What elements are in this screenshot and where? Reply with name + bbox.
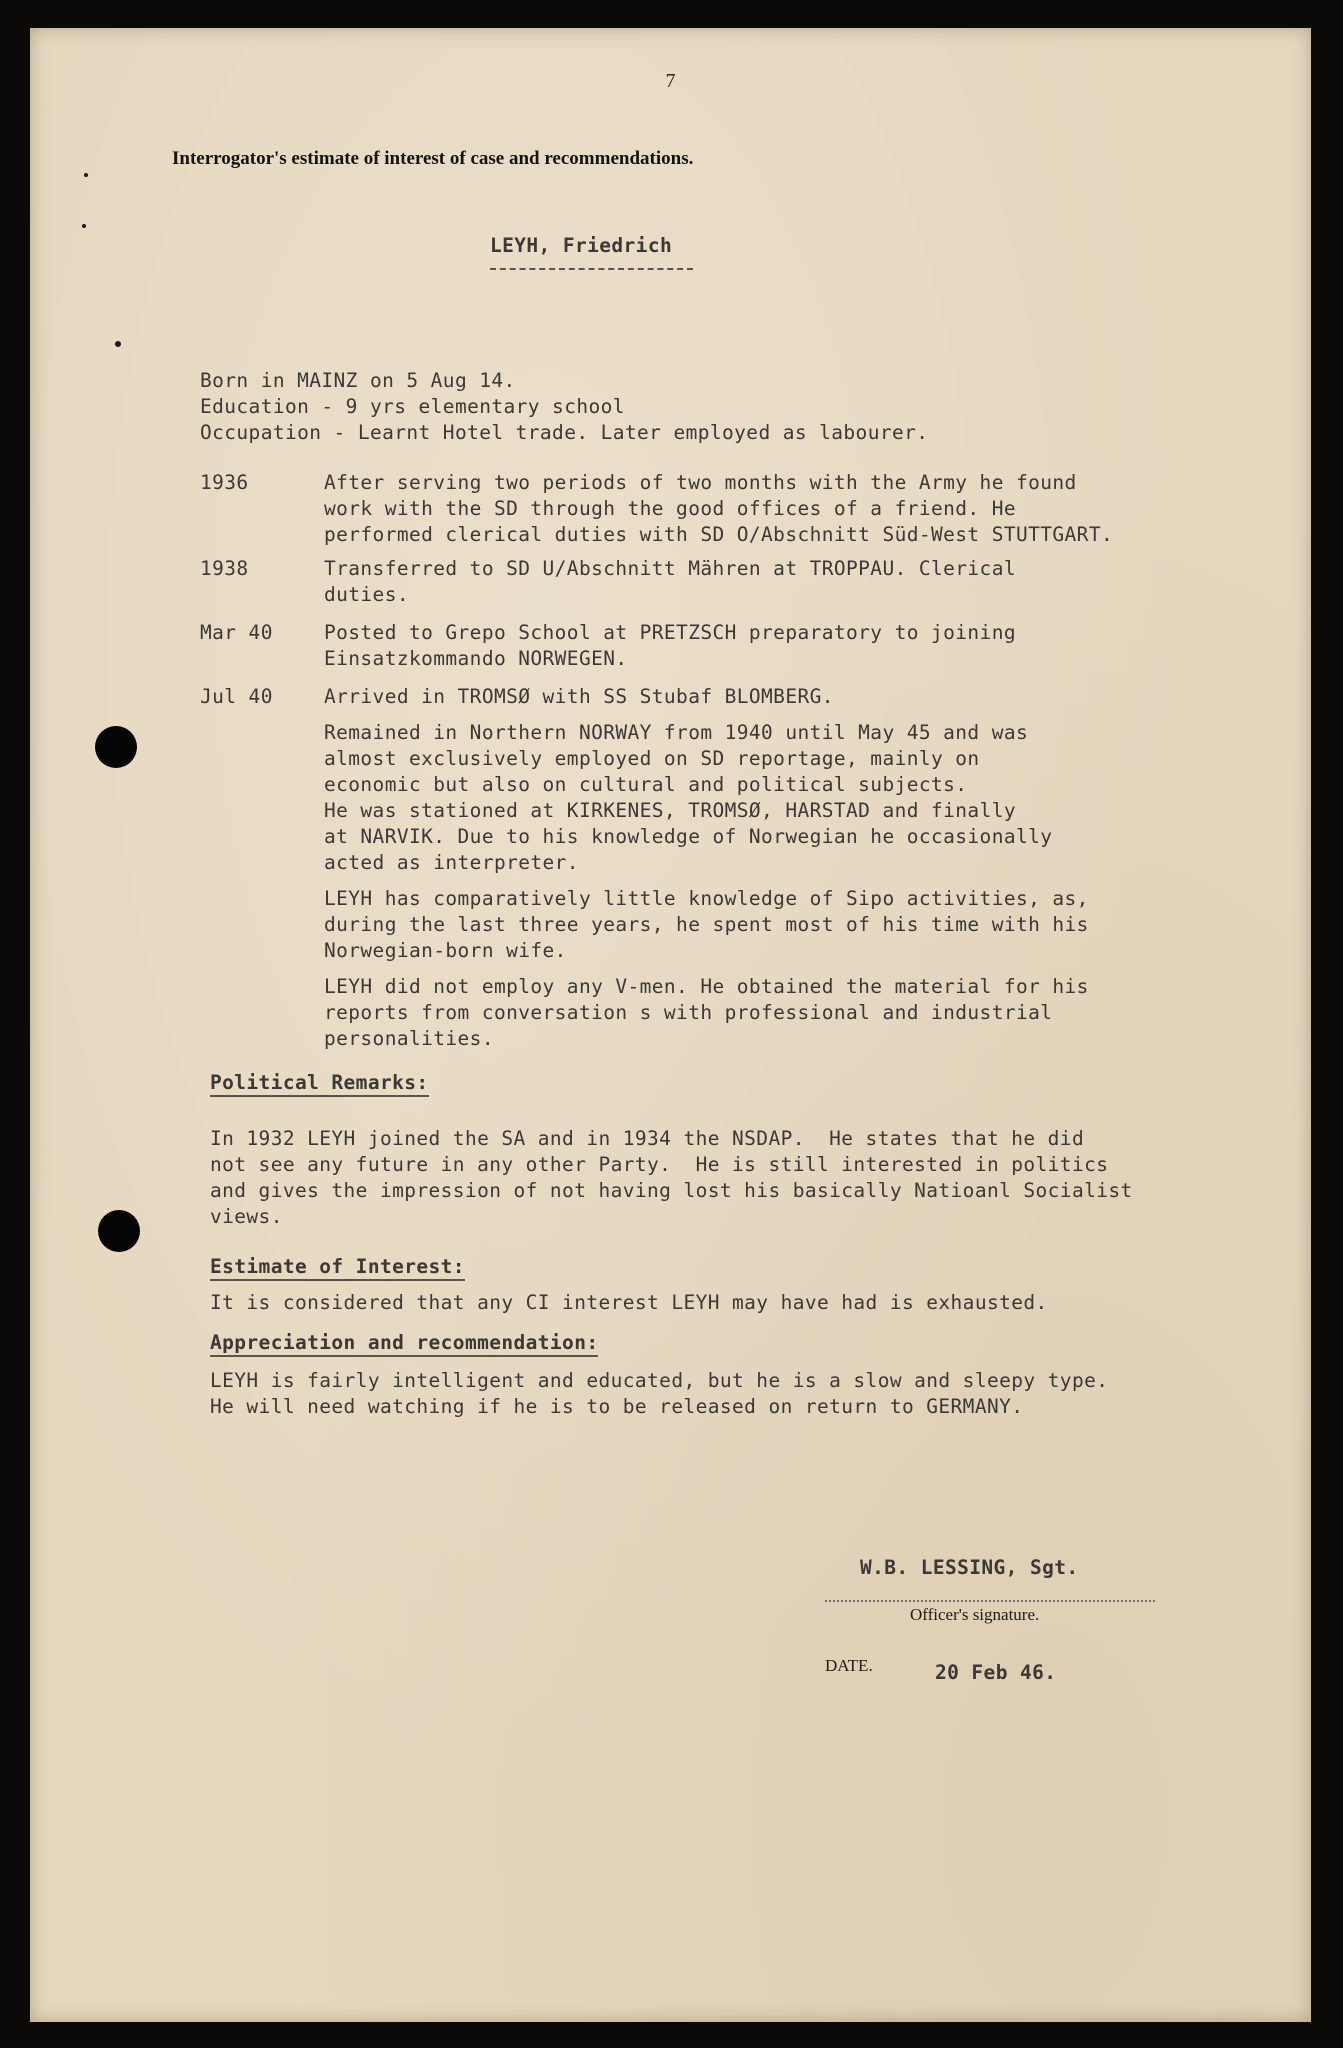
paragraph-line: reports from conversation s with professional and industrial [324, 1001, 1053, 1024]
punch-hole [98, 1210, 140, 1252]
estimate-line: It is considered that any CI interest LEYH may have had is exhausted. [210, 1291, 1048, 1314]
political-line: In 1932 LEYH joined the SA and in 1934 the NSDAP. He states that he did [210, 1127, 1085, 1150]
paragraph-line: He was stationed at KIRKENES, TROMSØ, HARSTAD and finally [324, 799, 1016, 822]
signature-caption: Officer's signature. [910, 1605, 1040, 1624]
entry-line: Transferred to SD U/Abschnitt Mähren at TROPPAU. Clerical [324, 557, 1016, 580]
paragraph-line: almost exclusively employed on SD reportage, mainly on [324, 747, 980, 770]
page-number: 7 [665, 70, 676, 92]
political-line: not see any future in any other Party. He is still interested in politics [210, 1153, 1109, 1176]
political-line: views. [210, 1205, 283, 1228]
signature-line [825, 1600, 1155, 1602]
entry-line: duties. [324, 583, 409, 606]
paragraph-line: during the last three years, he spent most of his time with his [324, 913, 1089, 936]
political-line: and gives the impression of not having lost his basically Natioanl Socialist [210, 1179, 1133, 1202]
paragraph-line: acted as interpreter. [324, 851, 579, 874]
subject-name: LEYH, Friedrich [490, 234, 673, 257]
date-label: DATE. [825, 1656, 873, 1675]
appreciation-line: LEYH is fairly intelligent and educated, but he is a slow and sleepy type. [210, 1369, 1109, 1392]
punch-hole [95, 726, 137, 768]
document-page [30, 28, 1311, 2022]
entry-date-1936: 1936 [200, 471, 249, 494]
paper-speck [82, 224, 86, 228]
entry-line: Posted to Grepo School at PRETZSCH preparatory to joining [324, 621, 1016, 644]
entry-line: performed clerical duties with SD O/Abschnitt Süd-West STUTTGART. [324, 523, 1114, 546]
officer-name: W.B. LESSING, Sgt. [860, 1556, 1079, 1579]
entry-line: Arrived in TROMSØ with SS Stubaf BLOMBERG. [324, 685, 834, 708]
bio-education: Education - 9 yrs elementary school [200, 395, 625, 418]
paragraph-line: LEYH did not employ any V-men. He obtained the material for his [324, 975, 1089, 998]
bio-occupation: Occupation - Learnt Hotel trade. Later employed as labourer. [200, 421, 929, 444]
bio-born: Born in MAINZ on 5 Aug 14. [200, 369, 516, 392]
political-remarks-heading: Political Remarks: [210, 1070, 429, 1096]
paragraph-line: Remained in Northern NORWAY from 1940 until May 45 and was [324, 721, 1029, 744]
paragraph-line: at NARVIK. Due to his knowledge of Norwegian he occasionally [324, 825, 1053, 848]
subject-name-underline [490, 268, 693, 270]
paragraph-line: LEYH has comparatively little knowledge of Sipo activities, as, [324, 887, 1089, 910]
paragraph-line: Norwegian-born wife. [324, 939, 567, 962]
date-value: 20 Feb 46. [935, 1661, 1057, 1684]
entry-line: Einsatzkommando NORWEGEN. [324, 647, 628, 670]
appreciation-line: He will need watching if he is to be released on return to GERMANY. [210, 1395, 1024, 1418]
entry-line: work with the SD through the good offices of a friend. He [324, 497, 1016, 520]
appreciation-heading: Appreciation and recommendation: [210, 1330, 598, 1356]
paper-speck [115, 341, 121, 347]
entry-date-mar-40: Mar 40 [200, 621, 273, 644]
paragraph-line: economic but also on cultural and political subjects. [324, 773, 968, 796]
entry-date-jul-40: Jul 40 [200, 685, 273, 708]
paragraph-line: personalities. [324, 1027, 494, 1050]
paper-speck [84, 173, 88, 177]
entry-date-1938: 1938 [200, 557, 249, 580]
form-heading: Interrogator's estimate of interest of case and recommendations. [172, 148, 694, 169]
entry-line: After serving two periods of two months with the Army he found [324, 471, 1077, 494]
estimate-heading: Estimate of Interest: [210, 1254, 465, 1280]
